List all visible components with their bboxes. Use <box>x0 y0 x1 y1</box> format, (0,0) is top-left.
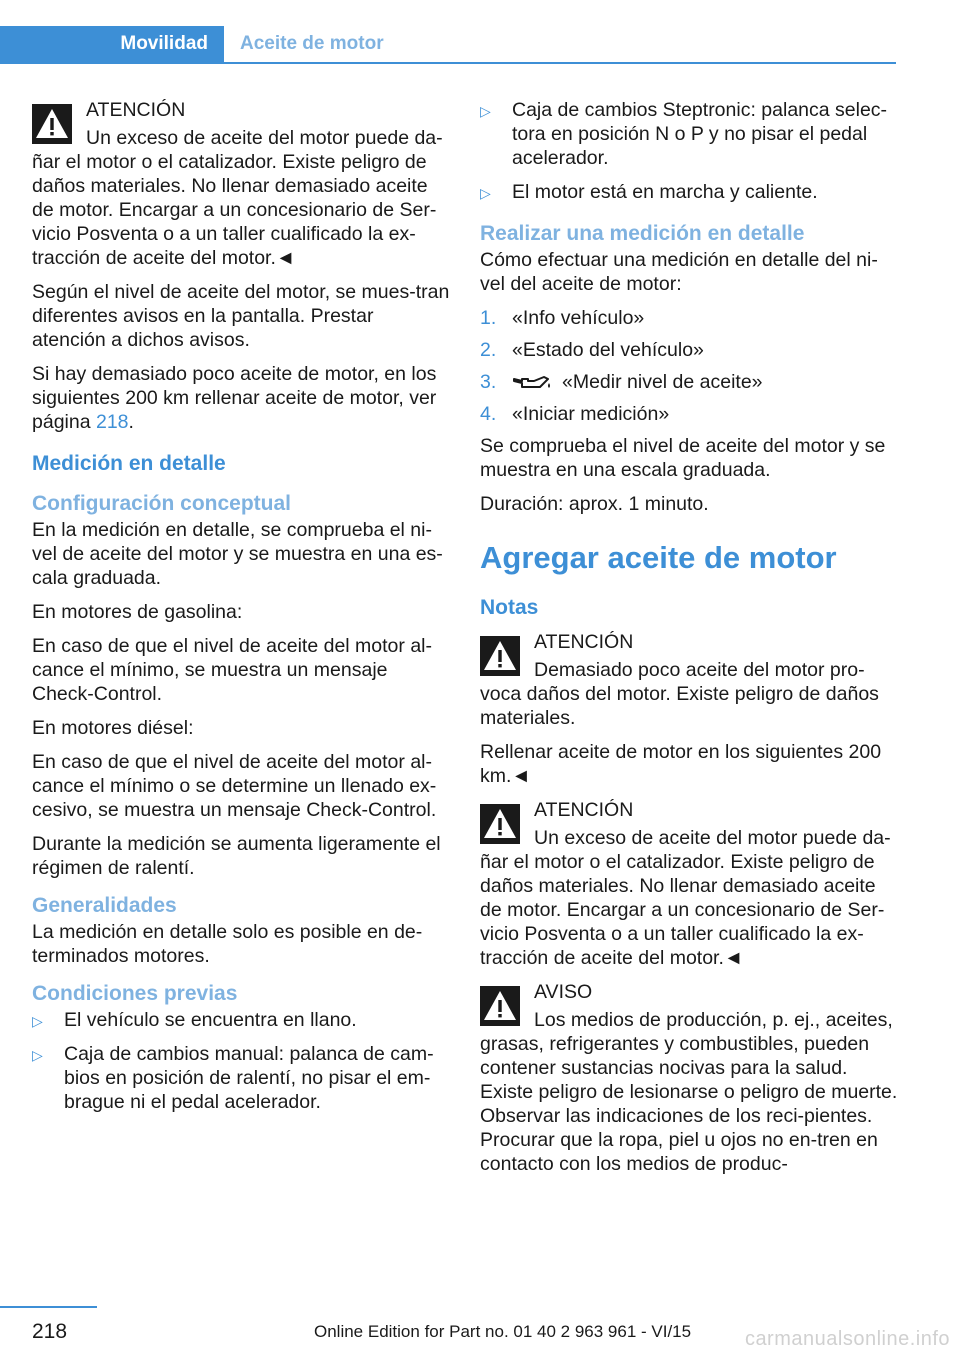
right-column <box>480 98 898 1186</box>
warning-text: Demasiado poco aceite del motor pro-voca daños del motor. Existe peligro de daños materiales. <box>480 659 879 729</box>
step-item <box>480 338 898 362</box>
paragraph: En la medición en detalle, se comprueba el ni-vel de aceite del motor y se muestra en una es-cala graduada. <box>32 519 443 589</box>
section-heading: Notas <box>480 596 539 619</box>
header-tabs <box>0 26 896 64</box>
triangle-bullet-icon: ▷ <box>480 103 491 119</box>
subsection-heading: Realizar una medición en detalle <box>480 222 805 245</box>
warning-box <box>480 630 898 730</box>
paragraph: En caso de que el nivel de aceite del motor al-cance el mínimo, se muestra un mensaje Check-Control. <box>32 635 432 705</box>
paragraph: Según el nivel de aceite del motor, se mues-tran diferentes avisos en la pantalla. Prestar atención a dichos avisos. <box>32 281 450 351</box>
paragraph: En caso de que el nivel de aceite del motor al-cance el mínimo o se determine un llenado ex-cesivo, se muestra un mensaje Check-Control. <box>32 751 437 821</box>
step-number: 1. <box>480 307 497 329</box>
page-number: 218 <box>32 1320 68 1343</box>
step-item <box>480 402 898 426</box>
step-number: 4. <box>480 403 497 425</box>
step-item <box>480 306 898 330</box>
edition-note: Online Edition for Part no. 01 40 2 963 961 - VI/15 <box>314 1322 692 1341</box>
paragraph-text: Si hay demasiado poco aceite de motor, en los siguientes 200 km rellenar aceite de motor, ver página <box>32 363 437 433</box>
paragraph-text: . <box>128 411 134 433</box>
paragraph: Duración: aprox. 1 minuto. <box>480 493 709 515</box>
warning-text: Un exceso de aceite del motor puede da-ñar el motor o el catalizador. Existe peligro de daños materiales. No llenar demasiado aceite de motor. Encargar a un concesionario de Ser-vicio Posventa o a un taller cualificado la ex-tracción de aceite del motor.◄ <box>32 127 443 269</box>
steps-list <box>480 306 898 426</box>
warning-triangle-icon <box>480 986 520 1026</box>
tab-aceite-de-motor[interactable]: Aceite de motor <box>240 33 384 54</box>
warning-text: Los medios de producción, p. ej., aceites, grasas, refrigerantes y combustibles, pueden contener sustancias nocivas para la salud. Existe peligro de lesionarse o peligro de muerte. Observar las indicaciones de los reci-pientes. Procurar que la ropa, piel u ojos no en-tren en contacto con los medios de produc- <box>480 1009 898 1175</box>
warning-box <box>480 798 898 970</box>
triangle-bullet-icon: ▷ <box>480 185 491 201</box>
left-column <box>32 98 450 1124</box>
paragraph: La medición en detalle solo es posible en de-terminados motores. <box>32 921 423 967</box>
warning-triangle-icon <box>480 804 520 844</box>
warning-box <box>480 980 898 1176</box>
paragraph: Rellenar aceite de motor en los siguientes 200 km.◄ <box>480 741 882 787</box>
page-link[interactable]: 218 <box>95 411 129 433</box>
tab-movilidad[interactable]: Movilidad <box>0 26 224 62</box>
triangle-bullet-icon: ▷ <box>32 1047 43 1063</box>
warning-title: AVISO <box>534 981 593 1003</box>
list-item <box>32 1008 450 1032</box>
warning-triangle-icon <box>480 636 520 676</box>
triangle-bullet-icon: ▷ <box>32 1013 43 1029</box>
paragraph: Se comprueba el nivel de aceite del motor y se muestra en una escala graduada. <box>480 435 886 481</box>
subsection-heading: Condiciones previas <box>32 982 238 1005</box>
paragraph-with-link <box>32 362 450 434</box>
paragraph: En motores de gasolina: <box>32 601 243 623</box>
step-text: «Estado del vehículo» <box>512 339 704 361</box>
warning-text: Un exceso de aceite del motor puede da-ñar el motor o el catalizador. Existe peligro de daños materiales. No llenar demasiado aceite de motor. Encargar a un concesionario de Ser-vicio Posventa o a un taller cualificado la ex-tracción de aceite del motor.◄ <box>480 827 891 969</box>
list-item-text: Caja de cambios Steptronic: palanca selec-tora en posición N o P y no pisar el pedal acelerador. <box>512 99 888 169</box>
section-heading: Medición en detalle <box>32 452 226 475</box>
warning-title: ATENCIÓN <box>86 99 186 121</box>
step-number: 3. <box>480 371 497 393</box>
list-item <box>480 180 898 204</box>
step-text: «Iniciar medición» <box>512 403 670 425</box>
footer-rule <box>0 1306 97 1308</box>
list-item <box>32 1042 450 1114</box>
oil-can-icon <box>512 373 552 393</box>
subsection-heading: Generalidades <box>32 894 177 917</box>
step-text: «Medir nivel de aceite» <box>562 371 763 393</box>
list-item-text: Caja de cambios manual: palanca de cam-bios en posición de ralentí, no pisar el em-brague ni el pedal acelerador. <box>64 1043 434 1113</box>
warning-triangle-icon <box>32 104 72 144</box>
paragraph: Durante la medición se aumenta ligeramente el régimen de ralentí. <box>32 833 441 879</box>
bullet-list <box>32 1008 450 1114</box>
warning-title: ATENCIÓN <box>534 631 634 653</box>
warning-box <box>32 98 450 270</box>
list-item <box>480 98 898 170</box>
subsection-heading: Configuración conceptual <box>32 492 292 515</box>
warning-title: ATENCIÓN <box>534 799 634 821</box>
step-item <box>480 370 898 394</box>
step-number: 2. <box>480 339 497 361</box>
list-item-text: El motor está en marcha y caliente. <box>512 181 818 203</box>
watermark: carmanualsonline.info <box>744 1328 950 1350</box>
list-item-text: El vehículo se encuentra en llano. <box>64 1009 357 1031</box>
paragraph: En motores diésel: <box>32 717 194 739</box>
step-text: «Info vehículo» <box>512 307 645 329</box>
bullet-list <box>480 98 898 204</box>
chapter-heading: Agregar aceite de motor <box>480 540 837 575</box>
paragraph: Cómo efectuar una medición en detalle del ni-vel del aceite de motor: <box>480 249 878 295</box>
